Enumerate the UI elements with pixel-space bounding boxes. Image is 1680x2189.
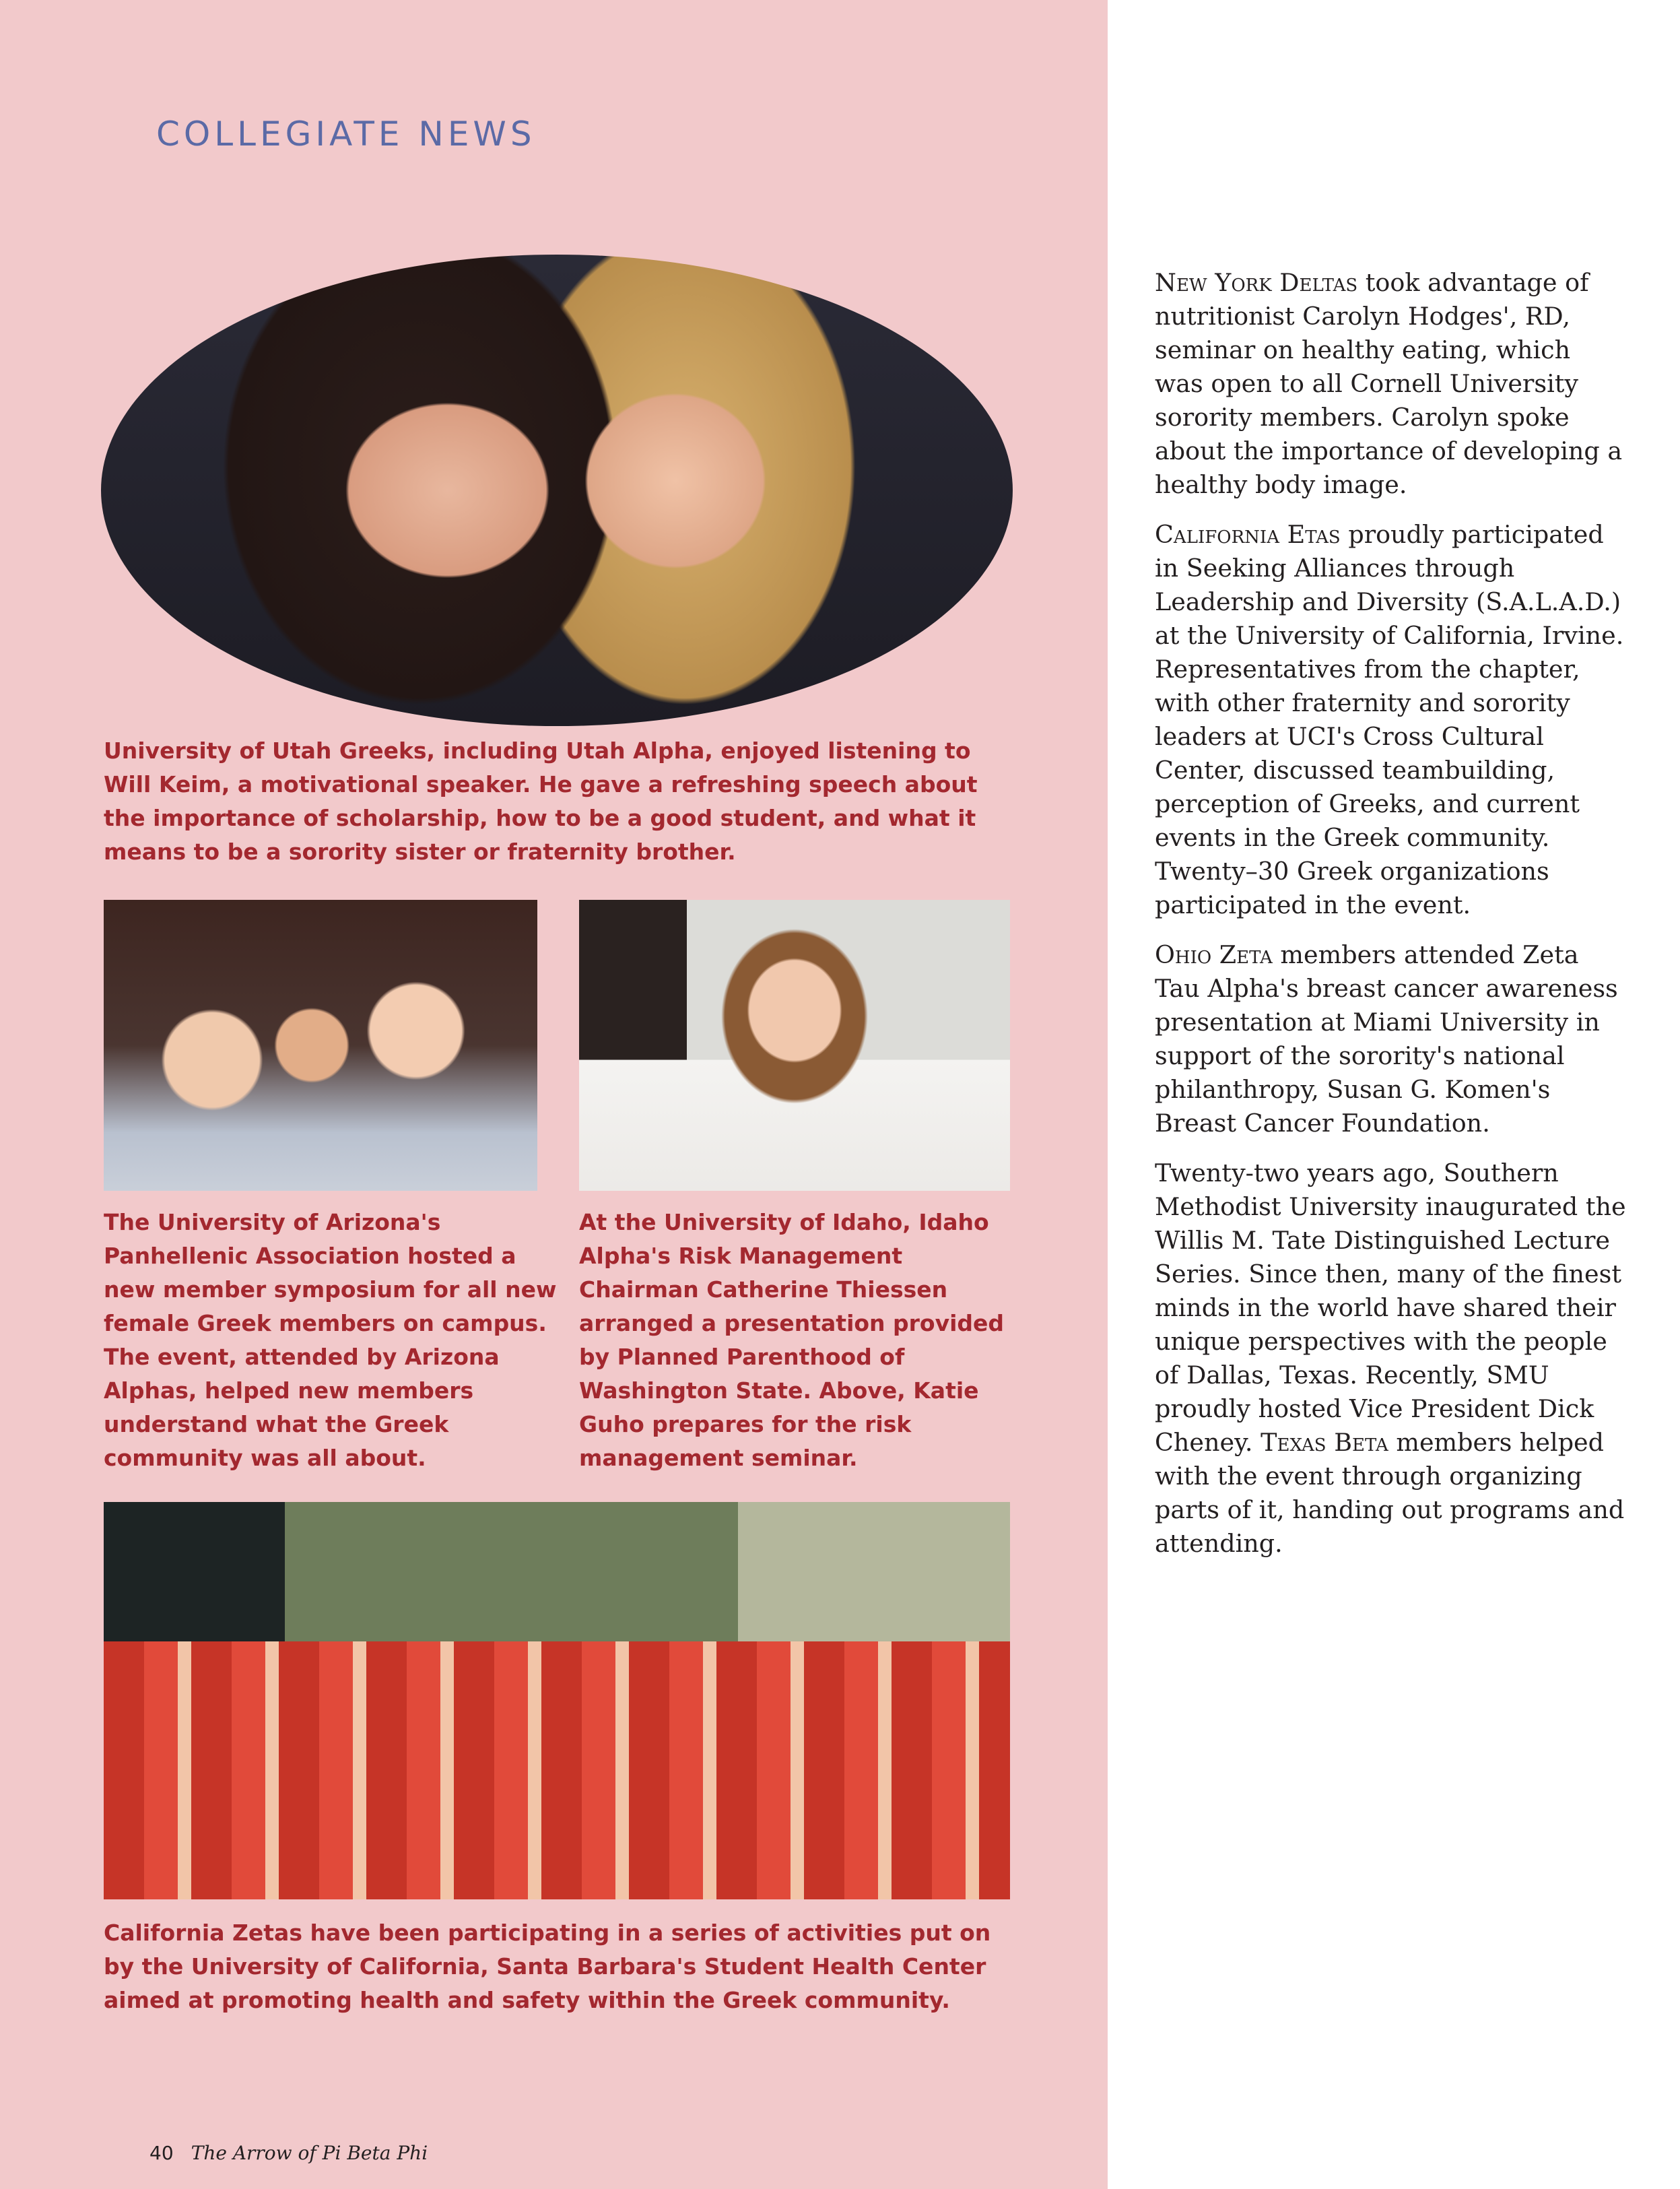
page-footer: [149, 2142, 428, 2164]
chapter-name: New York Deltas: [1155, 268, 1358, 297]
photo-katie-guho: [579, 900, 1010, 1191]
chapter-name: Ohio Zeta: [1155, 940, 1273, 969]
article-new-york-deltas: [1155, 266, 1626, 502]
article-ohio-zeta: [1155, 938, 1626, 1140]
publication-title: The Arrow of Pi Beta Phi: [191, 2142, 428, 2164]
section-header: COLLEGIATE NEWS: [156, 115, 536, 154]
caption-utah: University of Utah Greeks, including Utah Alpha, enjoyed listening to Will Keim, a motivational speaker. He gave a refreshing speech about the importance of scholarship, how to be a good student, and what it means to be a sorority sister or fraternity brother.: [104, 738, 978, 865]
caption-arizona: The University of Arizona's Panhellenic Association hosted a new member symposium for all new female Greek members on campus. The event, attended by Arizona Alphas, helped new members understand what the Greek community was all about.: [104, 1209, 557, 1471]
photo-california-zetas: [104, 1502, 1010, 1899]
article-text: Twenty-two years ago, Southern Methodist University inaugurated the Willis M. Tate Distinguished Lecture Series. Since then, many of the finest minds in the world have shared their unique perspectives with the people of Dallas, Texas. Recently, SMU proudly hosted Vice President Dick Cheney.: [1155, 1158, 1626, 1457]
page-number: 40: [149, 2142, 174, 2164]
article-column: [1155, 266, 1626, 1577]
caption-idaho: At the University of Idaho, Idaho Alpha's Risk Management Chairman Catherine Thiessen arranged a presentation provided by Planned Parenthood of Washington State. Above, Katie Guho prepares for the risk management seminar.: [579, 1209, 1005, 1471]
chapter-name: California Etas: [1155, 520, 1341, 549]
article-text: members helped with the event through organizing parts of it, handing out programs and attending.: [1155, 1428, 1625, 1558]
photo-utah-greeks: [101, 255, 1013, 726]
article-california-etas: [1155, 518, 1626, 922]
article-text: proudly participated in Seeking Alliances through Leadership and Diversity (S.A.L.A.D.) at the University of California, Irvine. Representatives from the chapter, with other fraternity and sorority leaders at UCI's Cross Cultural Center, discussed teambuilding, perception of Greeks, and current events in the Greek community. Twenty–30 Greek organizations participated in the event.: [1155, 520, 1624, 919]
chapter-name: Texas Beta: [1261, 1428, 1388, 1457]
article-smu-lecture: [1155, 1156, 1626, 1561]
article-text: members attended Zeta Tau Alpha's breast cancer awareness presentation at Miami University in support of the sorority's national philanthropy, Susan G. Komen's Breast Cancer Foundation.: [1155, 940, 1618, 1138]
caption-california: California Zetas have been participating in a series of activities put on by the University of California, Santa Barbara's Student Health Center aimed at promoting health and safety within the Greek community.: [104, 1920, 991, 2013]
article-text: took advantage of nutritionist Carolyn Hodges', RD, seminar on healthy eating, which was open to all Cornell University sorority members. Carolyn spoke about the importance of developing a healthy body image.: [1155, 268, 1623, 499]
photo-arizona-alphas: [104, 900, 537, 1191]
